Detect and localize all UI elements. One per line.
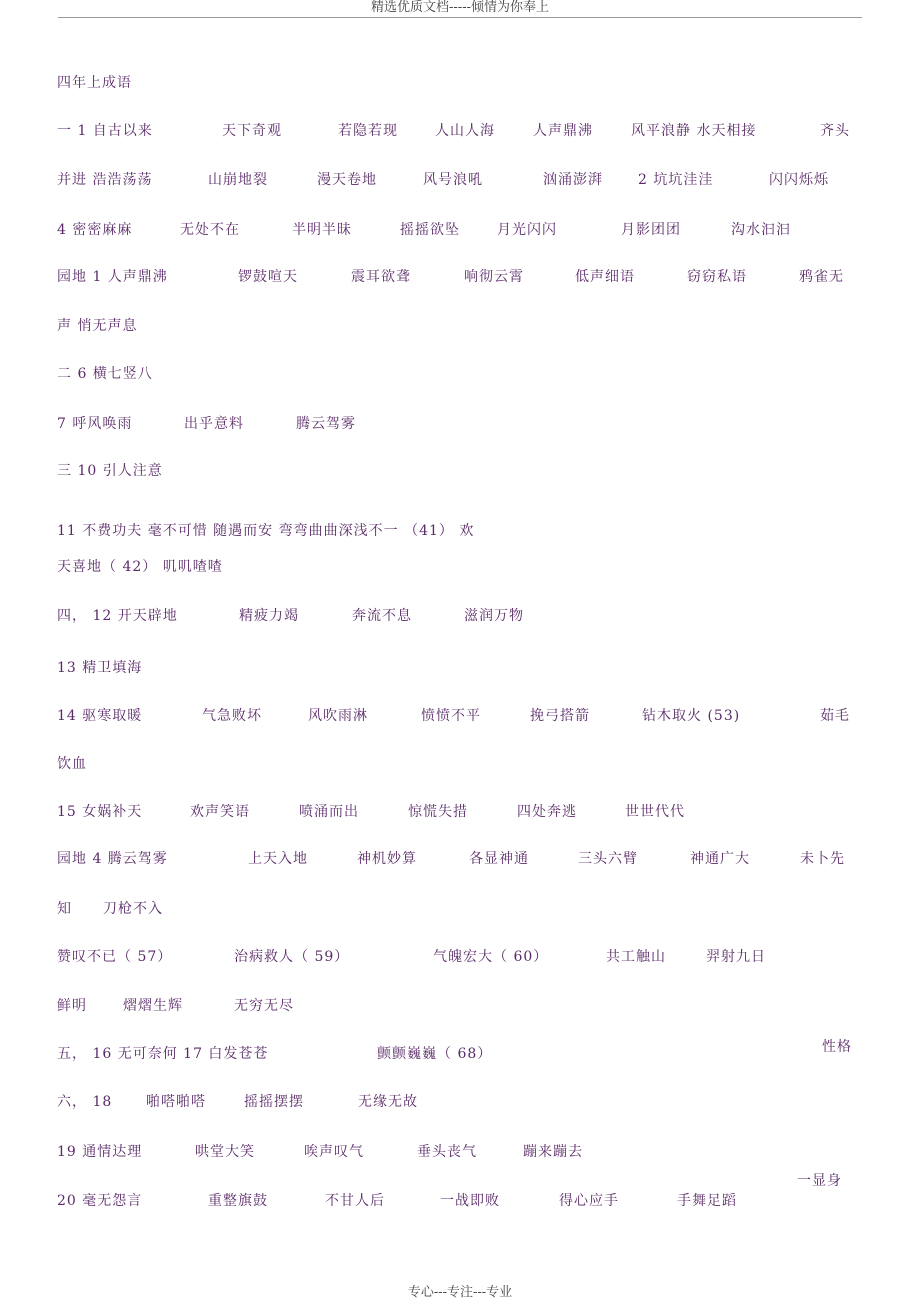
idiom-text: 并进 浩浩荡荡 — [57, 172, 153, 188]
idiom-text: 摇摇摆摆 — [244, 1094, 304, 1110]
idiom-text: 沟水汩汩 — [731, 222, 791, 238]
section-heading: 三 10 引人注意 — [57, 463, 163, 479]
idiom-text: 震耳欲聋 — [351, 269, 411, 285]
idiom-text: 神通广大 — [690, 851, 750, 867]
idiom-text: 上天入地 — [248, 851, 308, 867]
idiom-text: 14 驱寒取暖 — [57, 708, 143, 724]
idiom-text: 人山人海 — [435, 123, 495, 139]
idiom-text: 欢声笑语 — [190, 804, 250, 820]
idiom-text: 精疲力竭 — [239, 608, 299, 624]
idiom-text: 一显身 — [797, 1173, 842, 1189]
idiom-text: 月影团团 — [621, 222, 681, 238]
idiom-text: 无处不在 — [180, 222, 240, 238]
idiom-text: 若隐若现 — [338, 123, 398, 139]
idiom-text: 知 — [57, 901, 72, 917]
idiom-text: 无穷无尽 — [234, 998, 294, 1014]
idiom-text: 钻木取火 (53) — [642, 708, 741, 724]
idiom-text: 三头六臂 — [578, 851, 638, 867]
idiom-text: 熠熠生辉 — [123, 998, 183, 1014]
idiom-text: 风号浪吼 — [423, 172, 483, 188]
idiom-text: 响彻云霄 — [464, 269, 524, 285]
idiom-text: 世世代代 — [625, 804, 685, 820]
idiom-text: 啪嗒啪嗒 — [146, 1094, 206, 1110]
idiom-text: 天喜地（ 42） 叽叽喳喳 — [57, 559, 223, 575]
idiom-text: 19 通情达理 — [57, 1144, 143, 1160]
idiom-text: 无缘无故 — [358, 1094, 418, 1110]
idiom-text: 20 毫无怨言 — [57, 1193, 143, 1209]
idiom-text: 唉声叹气 — [304, 1144, 364, 1160]
idiom-text: 未卜先 — [800, 851, 845, 867]
idiom-text: 赞叹不已（ 57） — [57, 949, 173, 965]
idiom-text: 汹涌澎湃 — [543, 172, 603, 188]
idiom-text: 不甘人后 — [325, 1193, 385, 1209]
idiom-text: 天下奇观 — [222, 123, 282, 139]
idiom-text: 4 密密麻麻 — [57, 222, 133, 238]
document-title: 四年上成语 — [57, 75, 132, 91]
idiom-text: 一 1 自古以来 — [57, 123, 153, 139]
idiom-text: 鲜明 — [57, 998, 87, 1014]
page-header: 精选优质文档-----倾情为你奉上 — [371, 0, 549, 15]
idiom-text: 园地 4 腾云驾雾 — [57, 851, 168, 867]
idiom-text: 茹毛 — [820, 708, 850, 724]
idiom-text: 13 精卫填海 — [57, 660, 143, 676]
section-heading: 四， 12 开天辟地 — [57, 608, 178, 624]
section-heading: 六， 18 — [57, 1094, 113, 1110]
idiom-text: 月光闪闪 — [497, 222, 557, 238]
idiom-text: 闪闪烁烁 — [769, 172, 829, 188]
idiom-text: 垂头丧气 — [417, 1144, 477, 1160]
idiom-text: 腾云驾雾 — [296, 416, 356, 432]
section-heading: 五， 16 无可奈何 17 白发苍苍 — [57, 1046, 269, 1062]
idiom-text: 各显神通 — [469, 851, 529, 867]
idiom-text: 出乎意料 — [184, 416, 244, 432]
idiom-text: 风平浪静 水天相接 — [631, 123, 757, 139]
idiom-text: 鸦雀无 — [799, 269, 844, 285]
idiom-text: 神机妙算 — [357, 851, 417, 867]
idiom-text: 园地 1 人声鼎沸 — [57, 269, 168, 285]
idiom-text: 窃窃私语 — [687, 269, 747, 285]
idiom-text: 四处奔逃 — [517, 804, 577, 820]
idiom-text: 齐头 — [820, 123, 850, 139]
idiom-text: 惊慌失措 — [408, 804, 468, 820]
idiom-text: 人声鼎沸 — [533, 123, 593, 139]
idiom-text: 治病救人（ 59） — [234, 949, 350, 965]
idiom-text: 15 女娲补天 — [57, 804, 143, 820]
idiom-text: 哄堂大笑 — [195, 1144, 255, 1160]
idiom-text: 风吹雨淋 — [308, 708, 368, 724]
idiom-text: 气魄宏大（ 60） — [433, 949, 549, 965]
idiom-text: 7 呼风唤雨 — [57, 416, 133, 432]
idiom-text: 一战即败 — [440, 1193, 500, 1209]
idiom-text: 共工触山 — [606, 949, 666, 965]
idiom-text: 漫天卷地 — [317, 172, 377, 188]
page-footer: 专心---专注---专业 — [407, 1285, 513, 1300]
idiom-text: 喷涌而出 — [299, 804, 359, 820]
idiom-text: 摇摇欲坠 — [400, 222, 460, 238]
idiom-text: 奔流不息 — [352, 608, 412, 624]
idiom-text: 愤愤不平 — [421, 708, 481, 724]
idiom-text: 半明半昧 — [292, 222, 352, 238]
idiom-text: 颤颤巍巍（ 68） — [377, 1046, 493, 1062]
idiom-text: 锣鼓喧天 — [238, 269, 298, 285]
idiom-text: 性格 — [822, 1039, 852, 1055]
idiom-text: 手舞足蹈 — [677, 1193, 737, 1209]
idiom-text: 羿射九日 — [706, 949, 766, 965]
idiom-text: 挽弓搭箭 — [530, 708, 590, 724]
idiom-text: 饮血 — [57, 756, 87, 772]
idiom-text: 滋润万物 — [464, 608, 524, 624]
idiom-text: 2 坑坑洼洼 — [638, 172, 714, 188]
header-rule — [58, 17, 862, 18]
idiom-text: 气急败坏 — [202, 708, 262, 724]
idiom-text: 声 悄无声息 — [57, 318, 138, 334]
idiom-text: 重整旗鼓 — [208, 1193, 268, 1209]
idiom-text: 11 不费功夫 毫不可惜 随遇而安 弯弯曲曲深浅不一 （41） 欢 — [57, 523, 475, 539]
section-heading: 二 6 横七竖八 — [57, 366, 153, 382]
idiom-text: 刀枪不入 — [103, 901, 163, 917]
idiom-text: 蹦来蹦去 — [523, 1144, 583, 1160]
idiom-text: 低声细语 — [575, 269, 635, 285]
idiom-text: 山崩地裂 — [208, 172, 268, 188]
idiom-text: 得心应手 — [559, 1193, 619, 1209]
